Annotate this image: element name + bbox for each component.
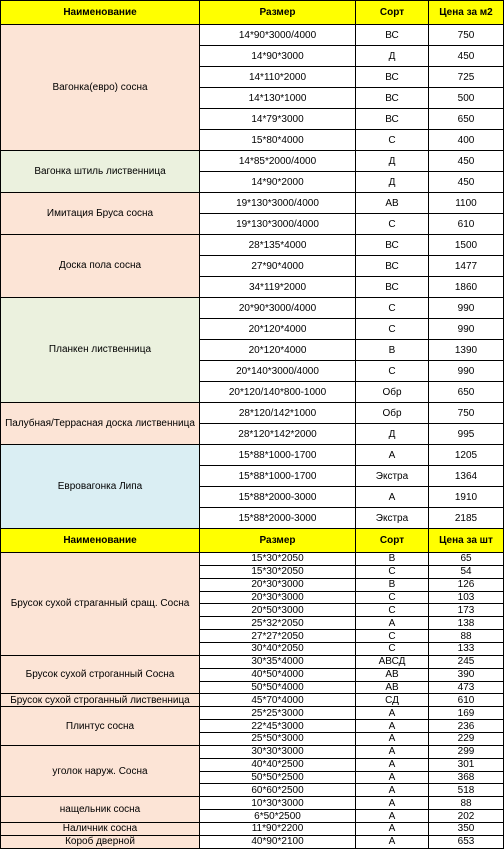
size-cell: 14*110*2000 <box>200 67 356 88</box>
price-cell: 750 <box>429 403 504 424</box>
grade-cell: А <box>356 771 429 784</box>
product-name-cell: Брусок сухой строганный лиственница <box>1 694 200 707</box>
grade-cell: АВСД <box>356 655 429 668</box>
price-cell: 1500 <box>429 235 504 256</box>
size-cell: 15*30*2050 <box>200 565 356 578</box>
size-cell: 19*130*3000/4000 <box>200 214 356 235</box>
size-cell: 22*45*3000 <box>200 720 356 733</box>
grade-cell: ВС <box>356 25 429 46</box>
grade-cell: Д <box>356 151 429 172</box>
header-name: Наименование <box>1 1 200 25</box>
grade-cell: А <box>356 487 429 508</box>
grade-cell: А <box>356 810 429 823</box>
price-cell: 2185 <box>429 508 504 529</box>
grade-cell: А <box>356 445 429 466</box>
price-cell: 990 <box>429 361 504 382</box>
table-row <box>1 193 504 214</box>
table-row <box>1 707 504 720</box>
size-cell: 40*50*4000 <box>200 668 356 681</box>
table-row <box>1 445 504 466</box>
price-cell: 518 <box>429 784 504 797</box>
product-name-cell: Брусок сухой строганный Сосна <box>1 655 200 694</box>
size-cell: 28*135*4000 <box>200 235 356 256</box>
size-cell: 28*120/142*1000 <box>200 403 356 424</box>
product-name-cell: Планкен лиственница <box>1 298 200 403</box>
price-cell: 650 <box>429 382 504 403</box>
price-cell: 473 <box>429 681 504 694</box>
header-grade: Сорт <box>356 1 429 25</box>
size-cell: 27*27*2050 <box>200 630 356 643</box>
price-cell: 500 <box>429 88 504 109</box>
table-row <box>1 835 504 848</box>
grade-cell: С <box>356 298 429 319</box>
grade-cell: АВ <box>356 681 429 694</box>
price-cell: 1477 <box>429 256 504 277</box>
size-cell: 14*90*2000 <box>200 172 356 193</box>
grade-cell: АВ <box>356 668 429 681</box>
product-name-cell: Вагонка штиль лиственница <box>1 151 200 193</box>
grade-cell: ВС <box>356 235 429 256</box>
size-cell: 20*50*3000 <box>200 604 356 617</box>
header-name: Наименование <box>1 529 200 553</box>
price-cell: 350 <box>429 823 504 836</box>
size-cell: 11*90*2200 <box>200 823 356 836</box>
size-cell: 34*119*2000 <box>200 277 356 298</box>
size-cell: 20*120*4000 <box>200 340 356 361</box>
grade-cell: А <box>356 745 429 758</box>
size-cell: 20*140*3000/4000 <box>200 361 356 382</box>
product-name-cell: Вагонка(евро) сосна <box>1 25 200 151</box>
price-cell: 1205 <box>429 445 504 466</box>
price-cell: 650 <box>429 109 504 130</box>
price-cell: 400 <box>429 130 504 151</box>
grade-cell: А <box>356 823 429 836</box>
grade-cell: Обр <box>356 403 429 424</box>
size-cell: 30*40*2050 <box>200 643 356 656</box>
price-cell: 236 <box>429 720 504 733</box>
size-cell: 15*88*2000-3000 <box>200 508 356 529</box>
grade-cell: С <box>356 361 429 382</box>
size-cell: 19*130*3000/4000 <box>200 193 356 214</box>
grade-cell: С <box>356 591 429 604</box>
grade-cell: А <box>356 733 429 746</box>
price-cell: 133 <box>429 643 504 656</box>
grade-cell: С <box>356 130 429 151</box>
price-cell: 990 <box>429 298 504 319</box>
size-cell: 40*90*2100 <box>200 835 356 848</box>
size-cell: 25*50*3000 <box>200 733 356 746</box>
grade-cell: А <box>356 784 429 797</box>
header-price: Цена за м2 <box>429 1 504 25</box>
size-cell: 15*30*2050 <box>200 553 356 566</box>
grade-cell: А <box>356 617 429 630</box>
price-cell: 301 <box>429 758 504 771</box>
size-cell: 14*130*1000 <box>200 88 356 109</box>
size-cell: 15*88*1000-1700 <box>200 445 356 466</box>
price-cell: 1364 <box>429 466 504 487</box>
price-cell: 450 <box>429 151 504 172</box>
price-cell: 169 <box>429 707 504 720</box>
grade-cell: С <box>356 630 429 643</box>
product-name-cell: Доска пола сосна <box>1 235 200 298</box>
grade-cell: ВС <box>356 67 429 88</box>
size-cell: 25*32*2050 <box>200 617 356 630</box>
price-cell: 299 <box>429 745 504 758</box>
size-cell: 40*40*2500 <box>200 758 356 771</box>
header-row <box>1 1 504 25</box>
header-size: Размер <box>200 1 356 25</box>
price-cell: 450 <box>429 46 504 67</box>
header-grade: Сорт <box>356 529 429 553</box>
grade-cell: ВС <box>356 277 429 298</box>
table-row <box>1 403 504 424</box>
grade-cell: С <box>356 214 429 235</box>
price-cell: 990 <box>429 319 504 340</box>
product-name-cell: Короб дверной <box>1 835 200 848</box>
product-name-cell: Брусок сухой страганный сращ. Сосна <box>1 553 200 656</box>
size-cell: 15*88*1000-1700 <box>200 466 356 487</box>
price-cell: 65 <box>429 553 504 566</box>
product-name-cell: Плинтус сосна <box>1 707 200 746</box>
product-name-cell: Палубная/Террасная доска лиственница <box>1 403 200 445</box>
size-cell: 30*30*3000 <box>200 745 356 758</box>
product-name-cell: Наличник сосна <box>1 823 200 836</box>
price-cell: 229 <box>429 733 504 746</box>
table-row <box>1 25 504 46</box>
table-row <box>1 235 504 256</box>
grade-cell: С <box>356 604 429 617</box>
price-cell: 1390 <box>429 340 504 361</box>
table-row <box>1 694 504 707</box>
price-cell: 173 <box>429 604 504 617</box>
price-cell: 202 <box>429 810 504 823</box>
price-cell: 450 <box>429 172 504 193</box>
grade-cell: С <box>356 319 429 340</box>
price-cell: 750 <box>429 25 504 46</box>
product-name-cell: Евровагонка Липа <box>1 445 200 529</box>
size-cell: 10*30*3000 <box>200 797 356 810</box>
grade-cell: Экстра <box>356 508 429 529</box>
grade-cell: А <box>356 720 429 733</box>
header-size: Размер <box>200 529 356 553</box>
header-row <box>1 529 504 553</box>
size-cell: 25*25*3000 <box>200 707 356 720</box>
price-cell: 610 <box>429 694 504 707</box>
price-cell: 88 <box>429 797 504 810</box>
table-row <box>1 823 504 836</box>
size-cell: 15*88*2000-3000 <box>200 487 356 508</box>
price-cell: 126 <box>429 578 504 591</box>
header-price: Цена за шт <box>429 529 504 553</box>
price-cell: 138 <box>429 617 504 630</box>
table-row <box>1 151 504 172</box>
size-cell: 50*50*4000 <box>200 681 356 694</box>
price-cell: 725 <box>429 67 504 88</box>
size-cell: 15*80*4000 <box>200 130 356 151</box>
product-name-cell: уголок наруж. Сосна <box>1 745 200 796</box>
size-cell: 20*90*3000/4000 <box>200 298 356 319</box>
size-cell: 27*90*4000 <box>200 256 356 277</box>
grade-cell: Обр <box>356 382 429 403</box>
size-cell: 14*79*3000 <box>200 109 356 130</box>
grade-cell: АВ <box>356 193 429 214</box>
grade-cell: ВС <box>356 256 429 277</box>
price-cell: 610 <box>429 214 504 235</box>
price-table-body <box>1 1 504 849</box>
size-cell: 50*50*2500 <box>200 771 356 784</box>
grade-cell: ВС <box>356 88 429 109</box>
price-cell: 390 <box>429 668 504 681</box>
table-row <box>1 655 504 668</box>
size-cell: 60*60*2500 <box>200 784 356 797</box>
price-cell: 1910 <box>429 487 504 508</box>
table-row <box>1 745 504 758</box>
grade-cell: А <box>356 758 429 771</box>
price-cell: 88 <box>429 630 504 643</box>
grade-cell: А <box>356 797 429 810</box>
price-cell: 245 <box>429 655 504 668</box>
size-cell: 20*30*3000 <box>200 591 356 604</box>
size-cell: 6*50*2500 <box>200 810 356 823</box>
grade-cell: Д <box>356 172 429 193</box>
price-cell: 1860 <box>429 277 504 298</box>
price-cell: 54 <box>429 565 504 578</box>
product-name-cell: нащельник сосна <box>1 797 200 823</box>
price-cell: 368 <box>429 771 504 784</box>
price-cell: 995 <box>429 424 504 445</box>
table-row <box>1 797 504 810</box>
size-cell: 14*90*3000/4000 <box>200 25 356 46</box>
price-cell: 103 <box>429 591 504 604</box>
grade-cell: С <box>356 643 429 656</box>
grade-cell: В <box>356 340 429 361</box>
grade-cell: В <box>356 553 429 566</box>
size-cell: 14*85*2000/4000 <box>200 151 356 172</box>
grade-cell: В <box>356 578 429 591</box>
size-cell: 20*120*4000 <box>200 319 356 340</box>
size-cell: 45*70*4000 <box>200 694 356 707</box>
grade-cell: Д <box>356 424 429 445</box>
grade-cell: Д <box>356 46 429 67</box>
grade-cell: А <box>356 707 429 720</box>
grade-cell: Экстра <box>356 466 429 487</box>
product-name-cell: Имитация Бруса сосна <box>1 193 200 235</box>
grade-cell: С <box>356 565 429 578</box>
grade-cell: А <box>356 835 429 848</box>
size-cell: 30*35*4000 <box>200 655 356 668</box>
size-cell: 20*30*3000 <box>200 578 356 591</box>
table-row <box>1 298 504 319</box>
price-cell: 653 <box>429 835 504 848</box>
table-row <box>1 553 504 566</box>
grade-cell: СД <box>356 694 429 707</box>
size-cell: 28*120*142*2000 <box>200 424 356 445</box>
size-cell: 20*120/140*800-1000 <box>200 382 356 403</box>
grade-cell: ВС <box>356 109 429 130</box>
size-cell: 14*90*3000 <box>200 46 356 67</box>
price-cell: 1100 <box>429 193 504 214</box>
